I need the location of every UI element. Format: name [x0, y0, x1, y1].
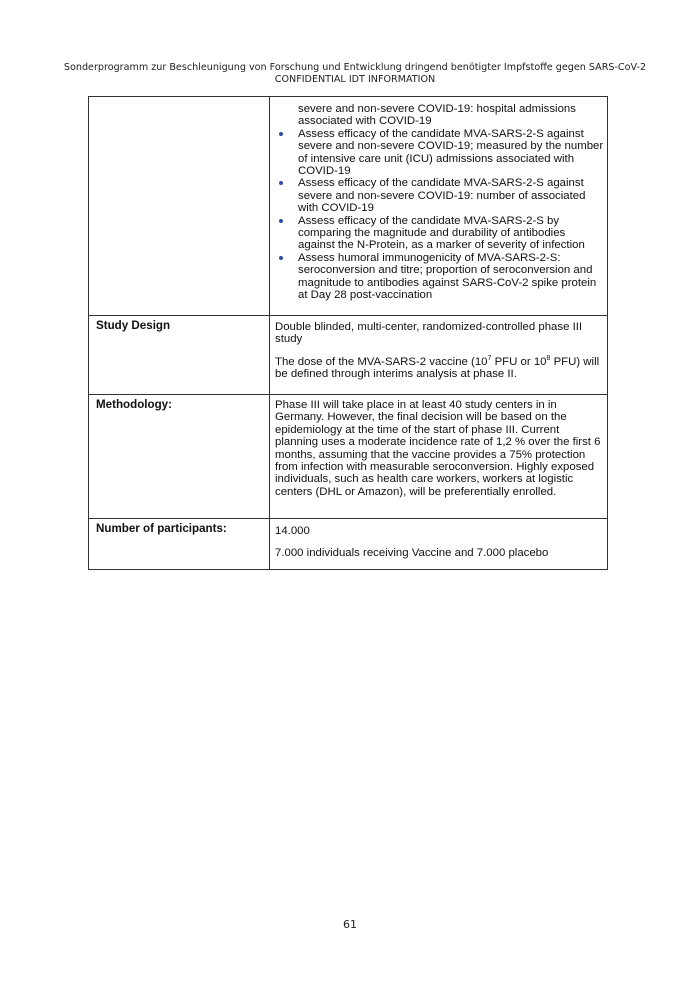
- participants-split: 7.000 individuals receiving Vaccine and 7.000 placebo: [275, 547, 549, 560]
- dose-text: The dose of the MVA-SARS-2 vaccine ($10^7$ PFU or $10^8$ PFU) will be defined through interims analysis at phase II.: [275, 355, 600, 381]
- bullet-icon: [279, 132, 283, 136]
- row-divider-2: [88, 394, 608, 395]
- bullet-icon: [279, 256, 283, 260]
- row-divider-3: [88, 518, 608, 519]
- table-column-divider: [269, 96, 270, 570]
- bullet-icon: [279, 219, 283, 223]
- participants-label: Number of participants:: [96, 522, 227, 535]
- participants-count: 14.000: [275, 525, 310, 537]
- page-number: 61: [343, 918, 357, 931]
- header-title: Sonderprogramm zur Beschleunigung von Forschung und Entwicklung dringend benötigter Impfstoffe gegen SARS-CoV-2: [63, 62, 647, 73]
- objectives-cell: [275, 103, 605, 302]
- list-item: Assess humoral immunogenicity of MVA-SARS-2-S: seroconversion and titre; proportion of seroconversion and magnitude to antibodies against SARS-CoV-2 spike protein at Day 28 post-vaccination: [275, 252, 605, 302]
- methodology-cell: [275, 399, 605, 498]
- study-design-label: Study Design: [96, 319, 171, 332]
- table-bottom-border: [88, 569, 608, 570]
- list-item: Assess efficacy of the candidate MVA-SARS-2-S against severe and non-severe COVID-19; measured by the number of intensive care unit (ICU) admissions associated with COVID-19: [275, 128, 605, 178]
- header-confidential: CONFIDENTIAL IDT INFORMATION: [274, 73, 436, 85]
- table-left-border: [88, 96, 89, 570]
- bullet-icon: [279, 181, 283, 185]
- list-item: Assess efficacy of the candidate MVA-SARS-2-S by comparing the magnitude and durability of antibodies against the N-Protein, as a marker of severity of infection: [275, 215, 605, 252]
- objectives-list: [275, 128, 605, 302]
- list-item: Assess efficacy of the candidate MVA-SARS-2-S against severe and non-severe COVID-19: number of associated with COVID-19: [275, 177, 605, 214]
- methodology-label: Methodology:: [96, 398, 172, 411]
- page-header: [60, 62, 650, 85]
- study-design-text: Double blinded, multi-center, randomized-controlled phase III study: [275, 321, 583, 346]
- protocol-table: [88, 96, 608, 570]
- participants-cell: [275, 525, 605, 560]
- methodology-text: Phase III will take place in at least 40 study centers in in Germany. However, the final decision will be based on the epidemiology at the time of the start of phase III. Current planning uses a moderate incidence rate of 1,2 % over the first 6 months, assuming that the vaccine provides a 75% protection from infection with measurable seroconversion. Highly exposed individuals, such as health care workers, workers at logistic centers (DHL or Amazon), will be preferentially enrolled.: [275, 399, 601, 498]
- table-top-border: [88, 96, 608, 97]
- objectives-continuation: severe and non-severe COVID-19: hospital admissions associated with COVID-19: [298, 103, 576, 128]
- row-divider-1: [88, 315, 608, 316]
- table-right-border: [607, 96, 608, 570]
- study-design-cell: [275, 321, 605, 381]
